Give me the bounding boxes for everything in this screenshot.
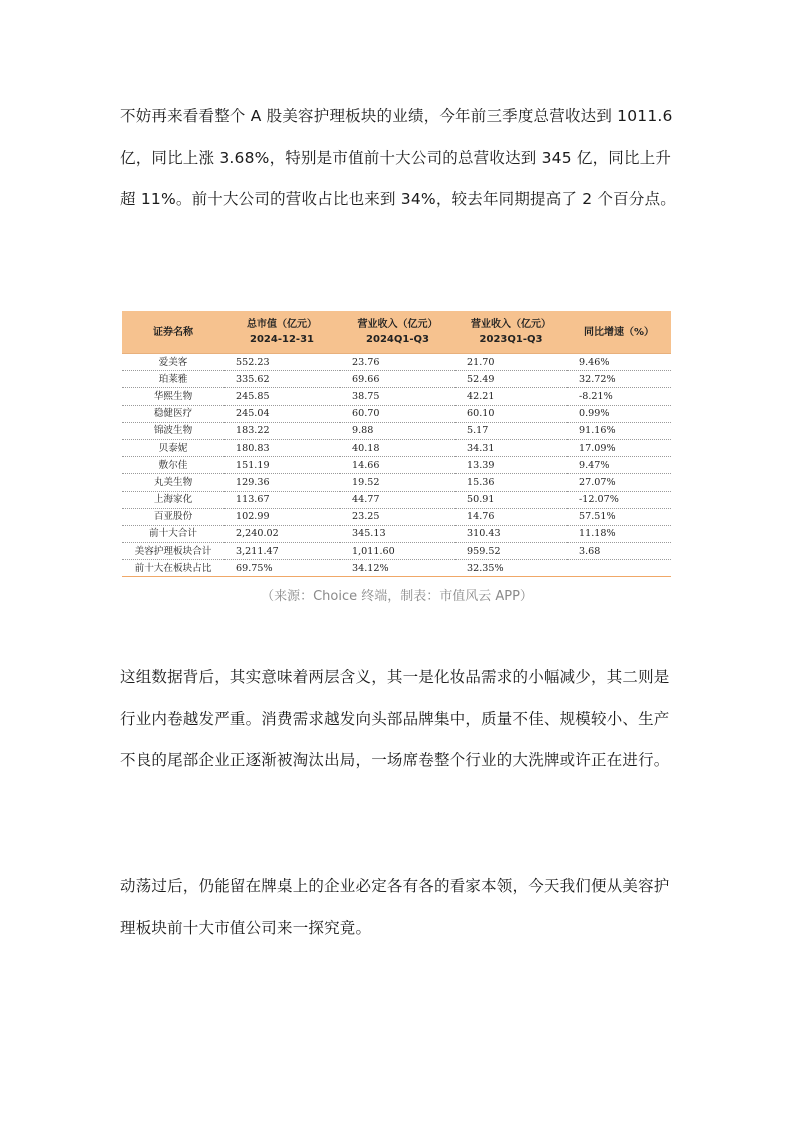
cell-revenue-2023: 52.49 [455,371,567,388]
cell-security-name: 敷尔佳 [122,457,224,474]
cell-revenue-2023: 15.36 [455,474,567,491]
table-row [122,388,671,405]
beauty-sector-table [122,311,671,577]
cell-revenue-2023: 959.52 [455,543,567,560]
cell-yoy-growth: 11.18% [567,525,671,542]
cell-yoy-growth: 57.51% [567,508,671,525]
cell-yoy-growth: 0.99% [567,405,671,422]
cell-market-cap: 151.19 [224,457,340,474]
cell-revenue-2024: 23.25 [340,508,455,525]
cell-security-name: 丸美生物 [122,474,224,491]
header-revenue-2024: 营业收入（亿元） 2024Q1-Q3 [340,311,455,354]
table-row [122,405,671,422]
cell-revenue-2023: 50.91 [455,491,567,508]
closing-paragraph: 动荡过后，仍能留在牌桌上的企业必定各有各的看家本领，今天我们便从美容护理板块前十大市值公司来一探究竟。 [120,877,670,937]
cell-market-cap: 129.36 [224,474,340,491]
cell-revenue-2024: 345.13 [340,525,455,542]
cell-revenue-2023: 14.76 [455,508,567,525]
table-row [122,354,671,371]
cell-revenue-2024: 60.70 [340,405,455,422]
table-row [122,508,671,525]
cell-yoy-growth: 3.68 [567,543,671,560]
header-yoy-growth: 同比增速（%） [567,311,671,354]
cell-yoy-growth: 9.47% [567,457,671,474]
cell-market-cap: 180.83 [224,439,340,456]
cell-yoy-growth: 9.46% [567,354,671,371]
source-caption: （来源：Choice 终端，制表：市值风云 APP） [261,589,533,604]
cell-yoy-growth: 17.09% [567,439,671,456]
cell-market-cap: 69.75% [224,560,340,577]
cell-security-name: 百亚股份 [122,508,224,525]
intro-paragraph: 不妨再来看看整个 A 股美容护理板块的业绩，今年前三季度总营收达到 1011.6 亿，同比上涨 3.68%，特别是市值前十大公司的总营收达到 345 亿，同比上升超 11%。前十大公司的营收占比也来到 34%，较去年同期提高了 2 个百分点。 [120,107,676,208]
cell-security-name: 美容护理板块合计 [122,543,224,560]
cell-security-name: 锦波生物 [122,422,224,439]
cell-yoy-growth: -12.07% [567,491,671,508]
table-row [122,422,671,439]
cell-security-name: 上海家化 [122,491,224,508]
cell-revenue-2024: 38.75 [340,388,455,405]
cell-revenue-2024: 40.18 [340,439,455,456]
cell-revenue-2024: 69.66 [340,371,455,388]
table-row [122,560,671,577]
cell-market-cap: 113.67 [224,491,340,508]
cell-yoy-growth: 91.16% [567,422,671,439]
cell-revenue-2023: 310.43 [455,525,567,542]
cell-revenue-2024: 9.88 [340,422,455,439]
table-row [122,474,671,491]
cell-security-name: 稳健医疗 [122,405,224,422]
cell-revenue-2024: 19.52 [340,474,455,491]
table-row [122,457,671,474]
cell-yoy-growth: 32.72% [567,371,671,388]
cell-revenue-2023: 60.10 [455,405,567,422]
cell-security-name: 爱美客 [122,354,224,371]
header-market-cap: 总市值（亿元） 2024-12-31 [224,311,340,354]
cell-revenue-2023: 34.31 [455,439,567,456]
cell-revenue-2023: 5.17 [455,422,567,439]
cell-revenue-2024: 34.12% [340,560,455,577]
cell-market-cap: 3,211.47 [224,543,340,560]
analysis-paragraph: 这组数据背后，其实意味着两层含义，其一是化妆品需求的小幅减少，其二则是行业内卷越发严重。消费需求越发向头部品牌集中，质量不佳、规模较小、生产不良的尾部企业正逐渐被淘汰出局，一场席卷整个行业的大洗牌或许正在进行。 [120,668,670,769]
table-row [122,525,671,542]
header-security-name: 证券名称 [122,311,224,354]
cell-market-cap: 552.23 [224,354,340,371]
cell-revenue-2023: 13.39 [455,457,567,474]
cell-market-cap: 2,240.02 [224,525,340,542]
cell-market-cap: 183.22 [224,422,340,439]
table-row [122,543,671,560]
cell-security-name: 贝泰妮 [122,439,224,456]
cell-security-name: 前十大合计 [122,525,224,542]
data-table-container [122,311,671,577]
cell-security-name: 前十大在板块占比 [122,560,224,577]
cell-yoy-growth [567,560,671,577]
cell-yoy-growth: 27.07% [567,474,671,491]
table-row [122,371,671,388]
table-row [122,491,671,508]
cell-security-name: 珀莱雅 [122,371,224,388]
cell-revenue-2023: 42.21 [455,388,567,405]
cell-revenue-2024: 44.77 [340,491,455,508]
table-header-row [122,311,671,354]
cell-revenue-2024: 1,011.60 [340,543,455,560]
table-row [122,439,671,456]
cell-revenue-2024: 23.76 [340,354,455,371]
cell-market-cap: 245.85 [224,388,340,405]
cell-yoy-growth: -8.21% [567,388,671,405]
cell-revenue-2024: 14.66 [340,457,455,474]
cell-security-name: 华熙生物 [122,388,224,405]
cell-market-cap: 245.04 [224,405,340,422]
cell-revenue-2023: 32.35% [455,560,567,577]
cell-revenue-2023: 21.70 [455,354,567,371]
cell-market-cap: 102.99 [224,508,340,525]
cell-market-cap: 335.62 [224,371,340,388]
header-revenue-2023: 营业收入（亿元） 2023Q1-Q3 [455,311,567,354]
